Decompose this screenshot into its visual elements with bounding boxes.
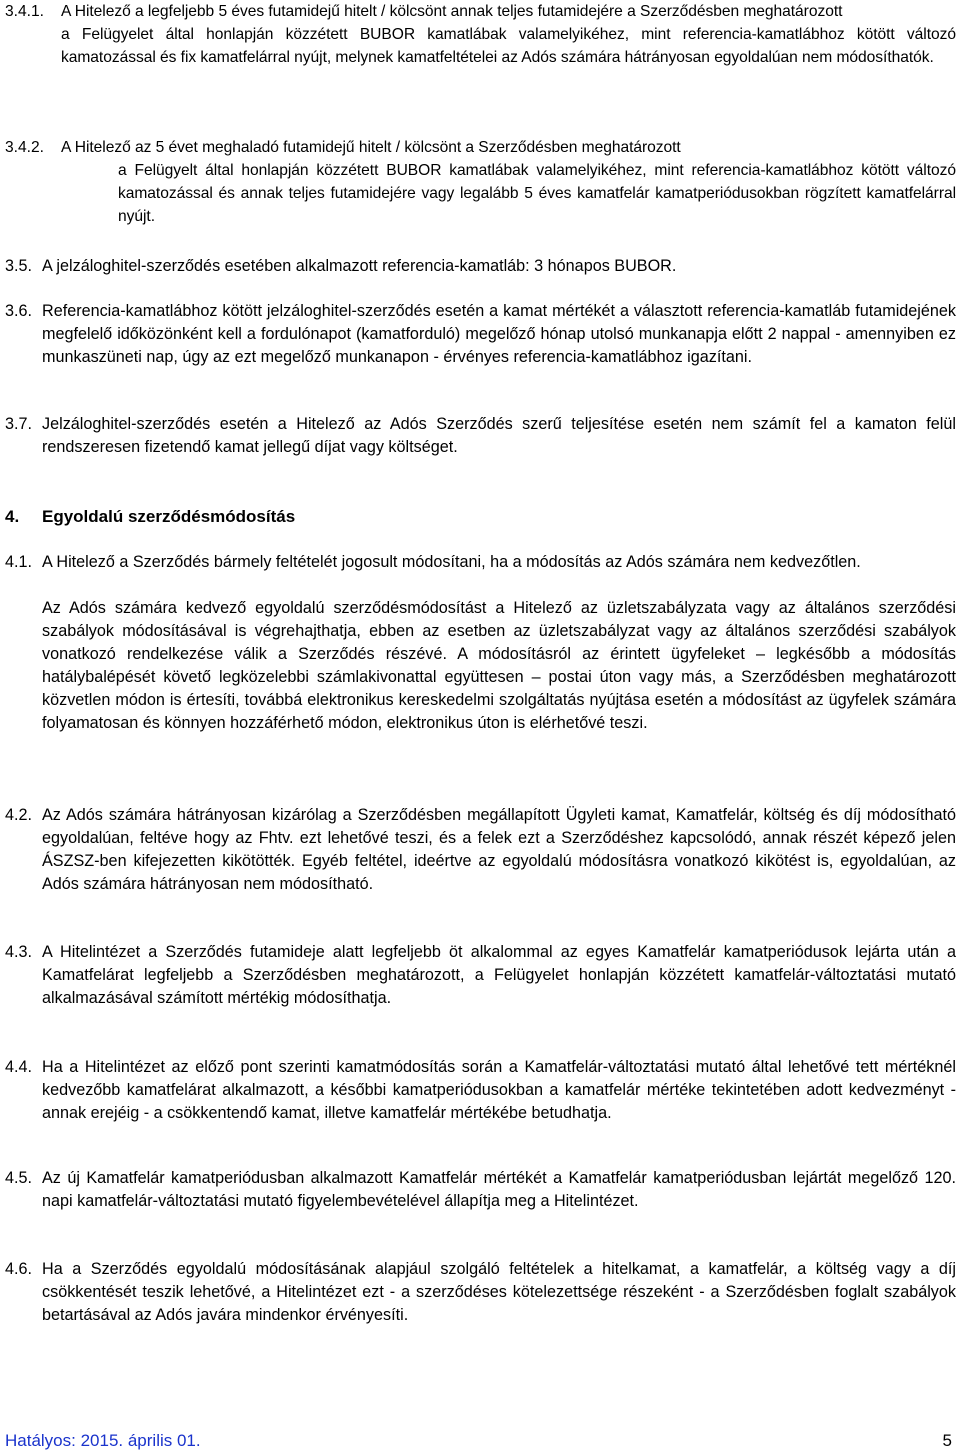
clause-text: Az Adós számára kedvező egyoldalú szerződésmódosítást a Hitelező az üzletszabályzata vagy az általános szerződési szabályok módosításával is végrehajthatja, ebben az esetben az üzletszabályzat vagy az általános szerződési szabályok vonatkozó rendelkezése válik a Szerződés részévé. A módosításról az érintett ügyfeleket – legkésőbb a módosítás hatálybalépését követő legközelebbi számlakivonattal együttesen – postai úton vagy más, a Szerződésben meghatározott közvetlen módon is értesíti, továbbá elektronikus kereskedelmi szolgáltatás nyújtása esetén a módosítást az ügyfelek számára folyamatosan és könnyen hozzáférhető módon, elektronikus úton is elérhetővé teszi.: [42, 599, 956, 732]
section-title-text: Egyoldalú szerződésmódosítás: [42, 507, 296, 526]
clause-4-1: [5, 551, 956, 735]
clause-number: 3.4.2.: [5, 139, 45, 156]
clause-number: 4.3.: [5, 943, 33, 961]
clause-body: [5, 413, 956, 459]
clause-body: [5, 1258, 956, 1327]
clause-text: A jelzáloghitel-szerződés esetében alkalmazott referencia-kamatláb: 3 hónapos BUBOR.: [42, 257, 677, 275]
section-title: [5, 505, 956, 528]
clause-body: [5, 551, 956, 735]
clause-3-6: [5, 300, 956, 369]
clause-number: 4.2.: [5, 806, 33, 824]
clause-4-6: [5, 1258, 956, 1327]
clause-number: 4.1.: [5, 553, 33, 571]
clause-number: 4.5.: [5, 1169, 33, 1187]
clause-text: Az új Kamatfelár kamatperiódusban alkalmazott Kamatfelár mértékét a Kamatfelár kamatperiódusban lejártát megelőző 120. napi kamatfelár-változtatási mutató figyelembevételével állapítja meg a Hitelintézet.: [42, 1169, 956, 1210]
clause-body: [5, 300, 956, 369]
clause-number: 4.4.: [5, 1058, 33, 1076]
clause-3-5: [5, 255, 956, 278]
effective-date: Hatályos: 2015. április 01.: [5, 1431, 201, 1450]
section-heading-4: [5, 505, 956, 528]
clause-body: [5, 804, 956, 896]
clause-4-4: [5, 1056, 956, 1125]
clause-text: A Hitelintézet a Szerződés futamideje alatt legfeljebb öt alkalommal az egyes Kamatfelár kamatperiódusok lejárta után a Kamatfelárat legfeljebb a Szerződésben meghatározott, a Felügyelet honlapján közzétett kamatfelár-változtatási mutató alkalmazásával számított mértékig módosíthatja.: [42, 943, 956, 1007]
clause-text: Ha a Szerződés egyoldalú módosításának alapjául szolgáló feltételek a hitelkamat, a kamatfelár, a költség vagy a díj csökkentését teszik lehetővé, a Hitelintézet ezt - a szerződéses kötelezettsége részeként - a Szerződésben foglalt szabályok betartásával az Adós javára mindenkor érvényesíti.: [42, 1260, 956, 1324]
clause-body: [5, 941, 956, 1010]
clause-text: a Felügyelt által honlapján közzétett BUBOR kamatlábak valamelyikéhez, mint referencia-kamatlábhoz kötött változó kamatozással és annak teljes futamidejére vagy legalább 5 éves kamatfelár kamatperiódusokban rögzített kamatfelárral nyújt.: [118, 162, 956, 225]
clause-body: [5, 1056, 956, 1125]
page-number: 5: [942, 1431, 952, 1450]
clause-number: 4.6.: [5, 1260, 33, 1278]
section-number: 4.: [5, 507, 20, 526]
clause-text: A Hitelező a Szerződés bármely feltételét jogosult módosítani, ha a módosítás az Adós számára nem kedvezőtlen.: [42, 553, 861, 571]
clause-body: [5, 136, 956, 228]
clause-3-4-2: [5, 136, 956, 228]
clause-body: [5, 255, 956, 278]
clause-text: A Hitelező a legfeljebb 5 éves futamidejű hitelt / kölcsönt annak teljes futamidejére a Szerződésben meghatározott: [61, 3, 843, 20]
clause-number: 3.7.: [5, 415, 33, 433]
clause-number: 3.5.: [5, 257, 33, 275]
clause-number: 3.4.1.: [5, 3, 45, 20]
clause-4-5: [5, 1167, 956, 1213]
clause-text: Ha a Hitelintézet az előző pont szerinti kamatmódosítás során a Kamatfelár-változtatási mutató által lehetővé tett mértéknél kedvezőbb kamatfelárat alkalmazott, a későbbi kamatperiódusokban a kamatfelár mértéke tekintetében adott kedvezményt - annak erejéig - a csökkentendő kamat, illetve kamatfelár mértékébe betudhatja.: [42, 1058, 956, 1122]
clause-3-7: [5, 413, 956, 459]
clause-body: [5, 1167, 956, 1213]
clause-3-4-1: [5, 0, 956, 69]
clause-text: Jelzáloghitel-szerződés esetén a Hitelező az Adós Szerződés szerű teljesítése esetén nem számít fel a kamaton felül rendszeresen fizetendő kamat jellegű díjat vagy költséget.: [42, 415, 956, 456]
clause-text: A Hitelező az 5 évet meghaladó futamidejű hitelt / kölcsönt a Szerződésben meghatározott: [61, 139, 681, 156]
clause-4-2: [5, 804, 956, 896]
clause-4-3: [5, 941, 956, 1010]
clause-body: [5, 0, 956, 69]
clause-text: Referencia-kamatlábhoz kötött jelzáloghitel-szerződés esetén a kamat mértékét a választott referencia-kamatláb futamidejének megfelelő időközönként kell a fordulónapot (kamatforduló) megelőző hónap utolsó munkanapja előtt 2 nappal - amennyiben ez munkaszüneti nap, úgy az ezt megelőző munkanapon - érvényes referencia-kamatlábhoz igazítani.: [42, 302, 956, 366]
clause-text: a Felügyelet által honlapján közzétett BUBOR kamatlábak valamelyikéhez, mint referencia-kamatlábhoz kötött változó kamatozással és fix kamatfelárral nyújt, melynek kamatfeltételei az Adós számára hátrányosan egyoldalúan nem módosíthatók.: [61, 26, 956, 66]
clause-text: Az Adós számára hátrányosan kizárólag a Szerződésben megállapított Ügyleti kamat, Kamatfelár, költség és díj módosítható egyoldalúan, feltéve hogy az Fhtv. ezt lehetővé teszi, és a felek ezt a Szerződéshez kapcsolódó, annak részét képező jelen ÁSZSZ-ben kifejezetten kikötötték. Egyéb feltétel, ideértve az egyoldalú módosításra vonatkozó kikötést is, egyoldalúan, az Adós számára hátrányosan nem módosítható.: [42, 806, 956, 893]
clause-number: 3.6.: [5, 302, 33, 320]
